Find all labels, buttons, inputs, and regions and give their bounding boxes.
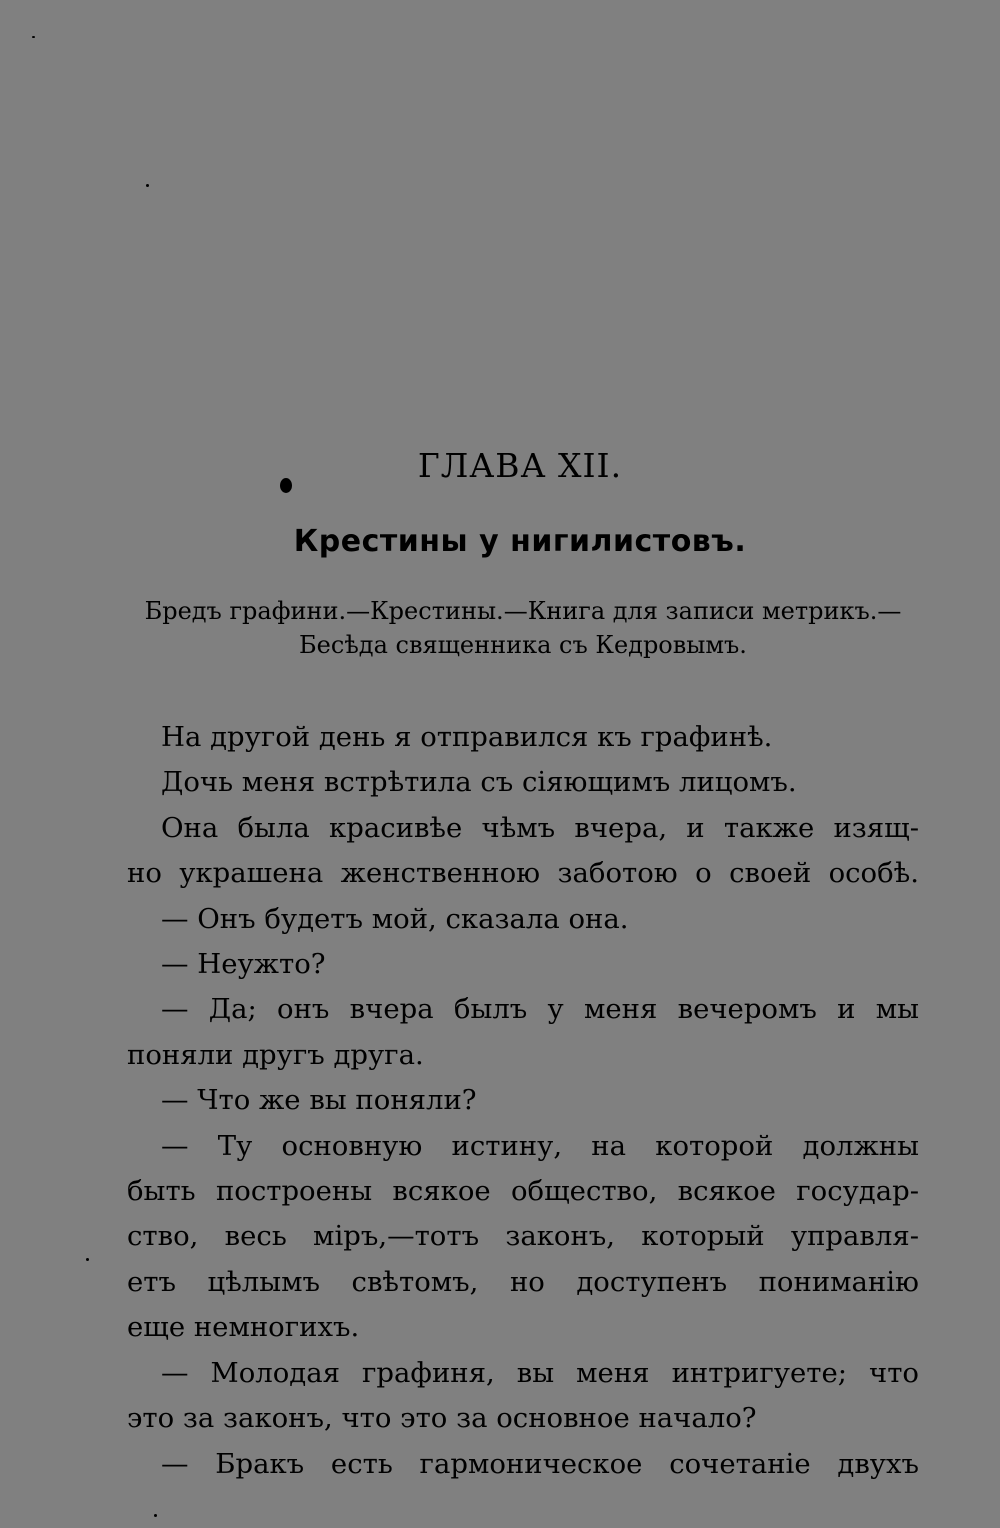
text-line: еще немногихъ.: [127, 1311, 360, 1344]
text-line: но украшена женственною заботою о своей особѣ.: [127, 857, 919, 890]
text-line: это за законъ, что это за основное начало?: [127, 1402, 757, 1435]
chapter-title: Крестины у нигилистовъ.: [293, 524, 747, 559]
dust-speck: [32, 36, 35, 38]
dust-speck: [86, 1258, 89, 1261]
text-line: ство, весь міръ,—тотъ законъ, который управля-: [127, 1220, 919, 1253]
chapter-heading: ГЛАВА XII.: [417, 446, 623, 485]
summary-line: Бесѣда священника съ Кедровымъ.: [299, 631, 747, 659]
text-line: Дочь меня встрѣтила съ сіяющимъ лицомъ.: [161, 766, 797, 799]
summary-line: Бредъ графини.—Крестины.—Книга для записи метрикъ.—: [144, 597, 902, 625]
text-line: Она была красивѣе чѣмъ вчера, и также изящ-: [161, 811, 919, 844]
text-line: — Что же вы поняли?: [161, 1084, 477, 1117]
text-line: етъ цѣлымъ свѣтомъ, но доступенъ пониманію: [127, 1265, 919, 1298]
text-line: — Онъ будетъ мой, сказала она.: [161, 902, 629, 935]
text-line: поняли другъ друга.: [127, 1038, 424, 1071]
text-line: — Неужто?: [161, 948, 326, 981]
text-line: На другой день я отправился къ графинѣ.: [161, 721, 773, 753]
dust-speck: [154, 1514, 157, 1517]
text-line: — Да; онъ вчера былъ у меня вечеромъ и мы: [161, 993, 919, 1026]
chapter-summary: [128, 594, 918, 662]
text-line: быть построены всякое общество, всякое государ-: [127, 1175, 919, 1208]
body-text: [127, 715, 919, 1487]
text-line: — Ту основную истину, на которой должны: [161, 1129, 919, 1162]
dust-speck: [146, 184, 149, 187]
text-line: — Молодая графиня, вы меня интригуете; что: [161, 1356, 919, 1389]
text-line: — Бракъ есть гармоническое сочетаніе двухъ: [161, 1447, 919, 1480]
